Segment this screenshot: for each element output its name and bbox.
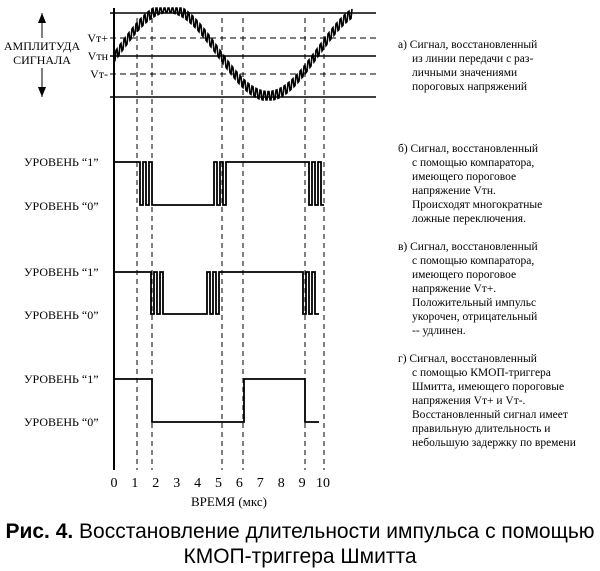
time-tick-labels bbox=[111, 476, 331, 491]
description-g-line: небольшую задержку по времени bbox=[412, 437, 576, 449]
vth-label: Vтн bbox=[87, 49, 108, 63]
description-g-line: Восстановленный сигнал имеет bbox=[412, 409, 568, 421]
description-v-line: Положительный импульс bbox=[412, 297, 537, 309]
amplitude-arrow-up-icon bbox=[38, 13, 46, 23]
description-g-line: с помощью КМОП-триггера bbox=[412, 367, 551, 379]
time-tick-label: 5 bbox=[215, 476, 222, 491]
description-v-line: укорочен, отрицательный bbox=[412, 311, 538, 323]
figure-number: Рис. 4. bbox=[5, 520, 74, 543]
trace-b-waveform bbox=[114, 162, 324, 205]
description-g-line: г) Сигнал, восстановленный bbox=[398, 353, 537, 365]
time-tick-label: 1 bbox=[131, 476, 139, 491]
time-axis bbox=[114, 8, 324, 470]
description-a bbox=[398, 39, 540, 93]
time-tick-label: 6 bbox=[235, 476, 243, 491]
description-v-line: с помощью компаратора, bbox=[412, 255, 535, 267]
time-tick-label: 4 bbox=[194, 476, 202, 491]
time-tick-label: 9 bbox=[298, 476, 306, 491]
time-tick-label: 2 bbox=[152, 476, 160, 491]
description-g-line: Шмитта, имеющего пороговые bbox=[412, 381, 565, 393]
descriptions bbox=[398, 39, 576, 449]
top-signal-panel bbox=[2, 8, 376, 100]
time-tick-label: 10 bbox=[316, 476, 330, 491]
amplitude-arrow-down-icon bbox=[38, 87, 46, 97]
vt-plus-label: Vт+ bbox=[87, 31, 108, 45]
description-b bbox=[398, 143, 545, 225]
description-v-line: -- удлинен. bbox=[412, 325, 466, 337]
time-tick-label: 3 bbox=[173, 476, 181, 491]
figure-caption-title: Восстановление длительности импульса с помощью bbox=[73, 520, 595, 543]
description-v-line: имеющего пороговое bbox=[412, 269, 517, 281]
description-b-line: с помощью компаратора, bbox=[412, 157, 535, 169]
description-a-line: пороговых напряжений bbox=[412, 81, 528, 93]
description-b-line: Происходят многократные bbox=[412, 199, 543, 211]
figure-caption-line1 bbox=[0, 519, 600, 544]
dashed-guides bbox=[137, 18, 324, 470]
trace-v-waveform bbox=[114, 272, 319, 314]
description-b-line: имеющего пороговое bbox=[412, 171, 517, 183]
trace-b-level-zero-label: УРОВЕНЬ “0” bbox=[24, 199, 99, 213]
time-tick-label: 0 bbox=[110, 476, 118, 491]
description-a-line: личными значениями bbox=[412, 67, 518, 79]
time-tick-label: 8 bbox=[277, 476, 285, 491]
description-g-line: напряжения Vт+ и Vт-. bbox=[412, 395, 526, 407]
description-a-line: из линии передачи с раз- bbox=[412, 53, 534, 65]
description-v-line: в) Сигнал, восстановленный bbox=[398, 241, 538, 253]
trace-g-level-one-label: УРОВЕНЬ “1” bbox=[24, 372, 99, 386]
trace-v-level-one-label: УРОВЕНЬ “1” bbox=[24, 265, 99, 279]
description-a-line: а) Сигнал, восстановленный bbox=[398, 39, 538, 51]
trace-b-level-one-label: УРОВЕНЬ “1” bbox=[24, 155, 99, 169]
amplitude-label-line2: СИГНАЛА bbox=[13, 53, 71, 67]
description-v bbox=[398, 241, 540, 337]
trace-g bbox=[24, 372, 319, 429]
description-b-line: ложные переключения. bbox=[412, 213, 526, 225]
trace-b bbox=[24, 155, 324, 213]
amplitude-label-line1: АМПЛИТУДА bbox=[3, 39, 81, 53]
time-tick-label: 7 bbox=[256, 476, 264, 491]
description-g-line: правильную длительность и bbox=[412, 423, 551, 435]
trace-g-level-zero-label: УРОВЕНЬ “0” bbox=[24, 415, 99, 429]
trace-v-level-zero-label: УРОВЕНЬ “0” bbox=[24, 308, 99, 322]
noisy-signal-waveform bbox=[114, 8, 352, 100]
description-b-line: б) Сигнал, восстановленный bbox=[398, 143, 539, 155]
description-v-line: напряжение Vт+. bbox=[412, 283, 497, 295]
description-g bbox=[398, 353, 576, 449]
figure-caption-line2: КМОП-триггера Шмитта bbox=[183, 545, 417, 568]
time-axis-label: ВРЕМЯ (мкс) bbox=[191, 494, 267, 509]
vt-minus-label: Vт- bbox=[90, 67, 108, 81]
trace-g-waveform bbox=[114, 379, 319, 422]
trace-v bbox=[24, 265, 319, 322]
description-b-line: напряжение Vтн. bbox=[412, 185, 496, 197]
